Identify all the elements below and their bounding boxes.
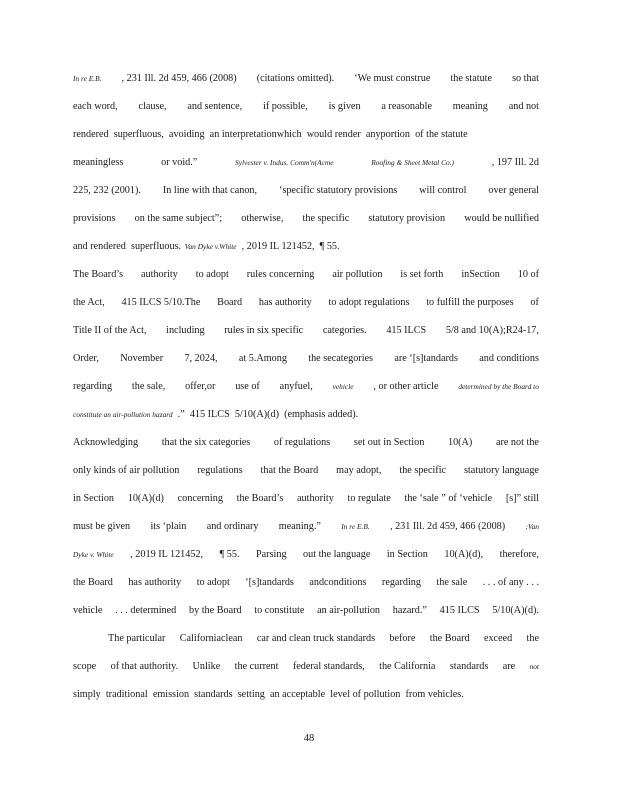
text-segment: before <box>389 633 416 644</box>
text-segment: must be given <box>73 521 131 532</box>
text-segment: regarding <box>381 577 421 588</box>
text-segment: use of <box>235 381 260 392</box>
text-segment: . . . of any . . . <box>482 577 539 588</box>
text-segment: authority <box>297 493 334 504</box>
text-segment: ‘specific statutory provisions <box>278 185 398 196</box>
text-line <box>73 100 539 114</box>
text-segment: and rendered <box>73 241 126 252</box>
text-segment: In line with that canon, <box>162 185 258 196</box>
text-segment: federal standards, <box>292 661 365 672</box>
text-segment: to constitute <box>254 605 305 616</box>
text-segment: only kinds of air pollution <box>73 465 180 476</box>
text-segment: the Board <box>429 633 470 644</box>
text-segment: Unlike <box>192 661 221 672</box>
text-segment: an air-pollution <box>317 605 381 616</box>
text-segment: The Board’s <box>73 269 124 280</box>
text-segment: , 2019 IL 121452, <box>241 241 315 252</box>
text-segment: Board <box>217 297 243 308</box>
text-segment: from vehicles. <box>405 689 464 700</box>
text-line <box>73 240 539 254</box>
citation-text: Roofing & Sheet Metal Co.) <box>371 158 455 167</box>
text-segment: car and clean truck standards <box>256 633 376 644</box>
text-segment: statutory provision <box>368 213 446 224</box>
text-segment: the ‘sale ” of ‘vehicle <box>404 493 493 504</box>
text-segment: set out in Section <box>353 437 425 448</box>
citation-text: Van Dyke v.White <box>184 242 237 251</box>
text-segment: clause, <box>138 101 167 112</box>
text-segment: rendered <box>73 129 109 140</box>
text-segment: ¶ 55. <box>319 241 340 252</box>
text-segment: 415 ILCS <box>386 325 427 336</box>
text-segment: vehicle <box>73 605 103 616</box>
text-segment: 10 of <box>517 269 539 280</box>
text-line <box>73 156 539 170</box>
text-segment: of the statute <box>415 129 468 140</box>
text-segment: in Section <box>386 549 428 560</box>
text-segment: the Act, <box>73 297 105 308</box>
text-segment: inSection <box>461 269 500 280</box>
text-segment: would be nullified <box>464 213 539 224</box>
text-segment: 415 ILCS <box>439 605 480 616</box>
text-segment: simply <box>73 689 101 700</box>
text-segment: 415 ILCS 5/10.The <box>121 297 201 308</box>
text-segment: , 197 Ill. 2d <box>491 157 539 168</box>
text-segment: and sentence, <box>187 101 243 112</box>
citation-text: determined by the Board to <box>458 382 539 391</box>
text-line <box>73 268 539 282</box>
text-segment: .” <box>177 409 185 420</box>
text-segment: in Section <box>73 493 115 504</box>
citation-text: In re E.B. <box>73 74 102 83</box>
text-segment: the specific <box>302 213 350 224</box>
text-segment: emission <box>152 689 190 700</box>
text-segment: superfluous. <box>130 241 182 252</box>
text-segment: anyportion <box>365 129 410 140</box>
text-line <box>73 492 539 506</box>
text-line <box>73 660 539 674</box>
text-segment: level of pollution <box>330 689 401 700</box>
text-segment: to adopt <box>195 269 229 280</box>
text-segment: meaning <box>452 101 488 112</box>
text-segment: has authority <box>128 577 182 588</box>
text-segment: Title II of the Act, <box>73 325 147 336</box>
text-line <box>73 436 539 450</box>
text-line <box>73 576 539 590</box>
text-line <box>73 464 539 478</box>
text-segment: is set forth <box>400 269 444 280</box>
text-segment: setting <box>237 689 265 700</box>
text-segment: 10(A)(d) <box>127 493 164 504</box>
text-line <box>73 296 539 310</box>
text-segment: authority <box>141 269 178 280</box>
citation-text: Dyke v. White <box>73 550 114 559</box>
text-segment: are <box>502 661 516 672</box>
text-segment: rules in six specific <box>224 325 304 336</box>
text-segment: categories. <box>322 325 367 336</box>
text-segment: superfluous, <box>113 129 164 140</box>
text-segment: [s]” still <box>505 493 539 504</box>
text-segment: that the six categories <box>161 437 251 448</box>
text-segment: the <box>526 633 539 644</box>
text-segment: 5/10(A)(d) <box>234 409 279 420</box>
text-segment: an acceptable <box>269 689 326 700</box>
text-segment: scope <box>73 661 97 672</box>
text-segment: including <box>166 325 205 336</box>
text-segment: the California <box>379 661 436 672</box>
text-segment: over general <box>488 185 539 196</box>
text-segment: has authority <box>258 297 312 308</box>
text-line <box>73 520 539 534</box>
page-number: 48 <box>303 733 315 744</box>
text-segment: each word, <box>73 101 118 112</box>
text-segment: meaningless <box>73 157 124 168</box>
text-segment: concerning <box>177 493 223 504</box>
text-segment: is given <box>328 101 361 112</box>
text-segment: rules concerning <box>246 269 315 280</box>
text-segment: regulations <box>197 465 243 476</box>
text-segment: 225, 232 (2001). <box>73 185 141 196</box>
text-segment: , or other article <box>373 381 439 392</box>
text-segment: Parsing <box>255 549 287 560</box>
citation-text: vehicle <box>332 382 354 391</box>
text-segment: standards <box>449 661 489 672</box>
text-segment: therefore, <box>499 549 539 560</box>
text-segment: the secategories <box>308 353 374 364</box>
text-segment: the statute <box>450 73 493 84</box>
text-segment: hazard.” <box>392 605 427 616</box>
text-segment: to adopt regulations <box>328 297 410 308</box>
text-segment: ‘[s]tandards <box>245 577 294 588</box>
text-segment: Acknowledging <box>73 437 139 448</box>
text-segment: and ordinary <box>206 521 259 532</box>
text-line <box>73 380 539 394</box>
text-segment: of regulations <box>273 437 331 448</box>
text-segment: offer,or <box>185 381 216 392</box>
text-segment: November <box>120 353 164 364</box>
text-segment: meaning.” <box>278 521 321 532</box>
text-segment: (emphasis added). <box>284 409 359 420</box>
text-segment: will control <box>419 185 467 196</box>
text-segment: 10(A)(d), <box>444 549 484 560</box>
citation-text: Sylvester v. Indus. Comm'n(Acme <box>235 158 334 167</box>
text-line <box>73 212 539 226</box>
text-segment: a reasonable <box>381 101 432 112</box>
text-segment: the sale <box>436 577 468 588</box>
text-segment: the Board <box>73 577 113 588</box>
text-segment: traditional <box>105 689 148 700</box>
text-segment: by the Board <box>188 605 242 616</box>
text-segment: The particular <box>108 633 166 644</box>
citation-text: constitute an air-pollution hazard <box>73 410 173 419</box>
text-segment: if possible, <box>263 101 308 112</box>
text-segment: the specific <box>399 465 447 476</box>
text-segment: 5/8 and 10(A);R24-17, <box>445 325 539 336</box>
text-segment: are not the <box>495 437 539 448</box>
text-segment: of <box>530 297 539 308</box>
text-segment: otherwise, <box>241 213 284 224</box>
text-segment: 10(A) <box>447 437 473 448</box>
text-line <box>73 184 539 198</box>
text-segment: of that authority. <box>110 661 179 672</box>
text-line <box>108 632 539 646</box>
text-segment: Californiaclean <box>179 633 243 644</box>
text-line <box>73 688 539 702</box>
text-segment: that the Board <box>260 465 319 476</box>
text-segment: out the language <box>303 549 371 560</box>
text-segment: avoiding <box>168 129 205 140</box>
text-segment: 5/10(A)(d). <box>492 605 539 616</box>
text-line <box>73 408 539 422</box>
text-segment: or void.” <box>161 157 198 168</box>
text-segment: would render <box>306 129 361 140</box>
text-segment: provisions <box>73 213 116 224</box>
text-segment: anyfuel, <box>279 381 313 392</box>
text-segment: standards <box>194 689 233 700</box>
text-line <box>73 128 539 142</box>
text-segment: , 231 Ill. 2d 459, 466 (2008) <box>389 521 506 532</box>
text-segment: may adopt, <box>336 465 382 476</box>
text-segment: and not <box>508 101 539 112</box>
text-segment: , 2019 IL 121452, <box>130 549 204 560</box>
text-segment: are ‘[s]tandards <box>394 353 458 364</box>
text-segment: exceed <box>483 633 513 644</box>
text-segment: statutory language <box>463 465 539 476</box>
text-segment: to fulfill the purposes <box>426 297 514 308</box>
text-segment: and conditions <box>479 353 539 364</box>
text-line <box>73 604 539 618</box>
citation-text: not <box>529 662 539 671</box>
text-segment: the Board’s <box>236 493 284 504</box>
text-segment: to regulate <box>347 493 391 504</box>
text-line <box>73 72 539 86</box>
text-line <box>73 548 539 562</box>
text-line <box>73 324 539 338</box>
text-segment: . . . determined <box>115 605 177 616</box>
text-segment: 415 ILCS <box>189 409 230 420</box>
text-segment: an interpretationwhich <box>209 129 302 140</box>
text-segment: on the same subject”; <box>134 213 223 224</box>
text-line <box>73 352 539 366</box>
text-segment: so that <box>512 73 539 84</box>
text-segment: ¶ 55. <box>219 549 240 560</box>
text-segment: at 5.Among <box>238 353 287 364</box>
text-segment: (citations omitted). <box>256 73 335 84</box>
citation-text: ;Van <box>525 522 539 531</box>
text-segment: 7, 2024, <box>184 353 218 364</box>
text-segment: Order, <box>73 353 99 364</box>
text-segment: , 231 Ill. 2d 459, 466 (2008) <box>121 73 237 84</box>
text-segment: ‘We must construe <box>354 73 431 84</box>
text-segment: to adopt <box>196 577 230 588</box>
text-segment: the sale, <box>131 381 166 392</box>
text-segment: its ‘plain <box>150 521 187 532</box>
text-segment: air pollution <box>332 269 383 280</box>
text-segment: andconditions <box>309 577 367 588</box>
citation-text: In re E.B. <box>341 522 370 531</box>
text-segment: regarding <box>73 381 113 392</box>
text-segment: the current <box>234 661 279 672</box>
